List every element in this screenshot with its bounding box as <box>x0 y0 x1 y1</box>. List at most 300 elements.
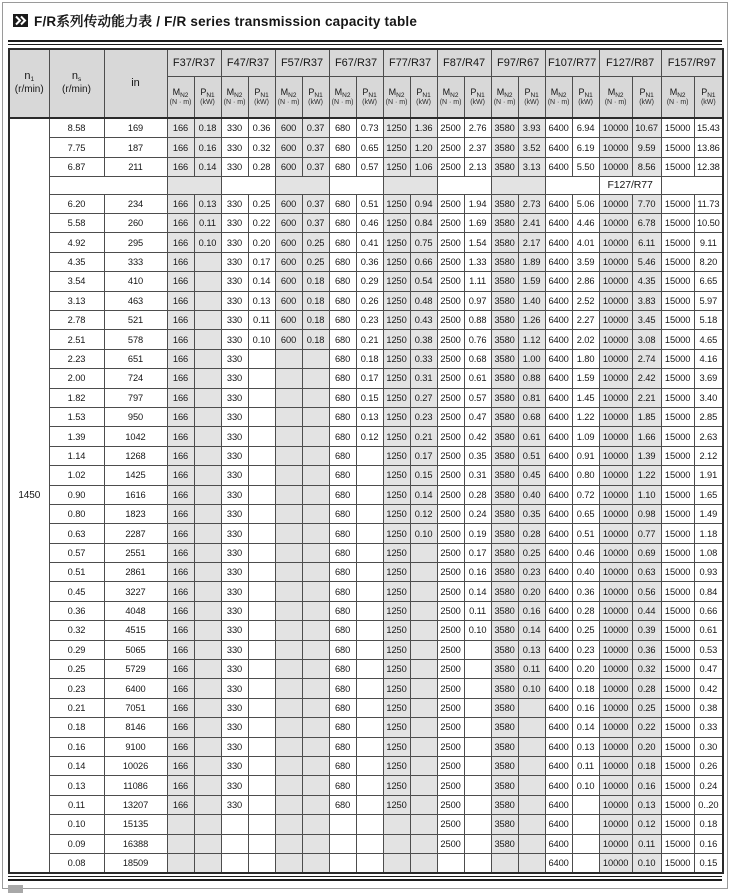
power-cell: 4.01 <box>572 233 599 252</box>
torque-cell: 2500 <box>437 524 464 543</box>
torque-cell: 166 <box>167 601 194 620</box>
power-cell <box>194 252 221 271</box>
torque-cell: 2500 <box>437 157 464 176</box>
torque-cell <box>275 407 302 426</box>
power-cell: 0.14 <box>464 582 491 601</box>
power-cell: 0.28 <box>248 157 275 176</box>
power-cell <box>194 737 221 756</box>
torque-cell: 3580 <box>491 834 518 853</box>
power-cell: 0.93 <box>694 563 723 582</box>
power-cell: 0.28 <box>518 524 545 543</box>
torque-cell: 10000 <box>599 252 632 271</box>
torque-cell: 3580 <box>491 757 518 776</box>
torque-cell <box>275 563 302 582</box>
power-cell: 10.50 <box>694 214 723 233</box>
in-cell: 463 <box>104 291 167 310</box>
power-cell <box>194 407 221 426</box>
torque-cell: 166 <box>167 737 194 756</box>
power-cell <box>194 679 221 698</box>
power-cell: 0.13 <box>632 795 661 814</box>
power-cell <box>464 737 491 756</box>
power-cell <box>464 660 491 679</box>
torque-cell: 330 <box>221 621 248 640</box>
torque-cell: 10000 <box>599 660 632 679</box>
torque-cell: 600 <box>275 157 302 176</box>
torque-cell: 3580 <box>491 330 518 349</box>
in-cell: 950 <box>104 407 167 426</box>
power-cell: 0.48 <box>410 291 437 310</box>
torque-cell: 3580 <box>491 776 518 795</box>
torque-cell: 10000 <box>599 853 632 873</box>
power-cell: 0.36 <box>632 640 661 659</box>
torque-cell <box>275 485 302 504</box>
power-cell: 0.46 <box>356 214 383 233</box>
torque-cell: 6400 <box>545 330 572 349</box>
power-cell: 0.10 <box>518 679 545 698</box>
ns-cell: 1.82 <box>49 388 104 407</box>
double-arrow-icon <box>13 14 28 27</box>
power-cell <box>464 795 491 814</box>
power-cell: 0.17 <box>464 543 491 562</box>
power-cell <box>518 853 545 873</box>
power-cell: 0.23 <box>356 311 383 330</box>
power-cell: 4.46 <box>572 214 599 233</box>
torque-cell: 10000 <box>599 776 632 795</box>
torque-cell: 680 <box>329 157 356 176</box>
power-cell <box>194 698 221 717</box>
torque-cell: 6400 <box>545 563 572 582</box>
power-cell <box>464 757 491 776</box>
torque-cell: 330 <box>221 369 248 388</box>
ns-cell: 1.02 <box>49 466 104 485</box>
ns-cell: 0.16 <box>49 737 104 756</box>
torque-cell: 15000 <box>661 388 694 407</box>
torque-cell <box>275 349 302 368</box>
bottom-divider <box>8 876 722 881</box>
torque-cell: 166 <box>167 388 194 407</box>
power-cell: 5.18 <box>694 311 723 330</box>
table-row <box>9 388 723 407</box>
torque-cell: 600 <box>275 252 302 271</box>
power-cell: 1.59 <box>518 272 545 291</box>
torque-cell <box>275 776 302 795</box>
power-cell: 2.74 <box>632 349 661 368</box>
torque-cell: 1250 <box>383 563 410 582</box>
torque-cell: 166 <box>167 757 194 776</box>
torque-cell: 680 <box>329 582 356 601</box>
ns-cell: 0.32 <box>49 621 104 640</box>
power-cell: 2.52 <box>572 291 599 310</box>
power-cell <box>410 563 437 582</box>
torque-cell: 1250 <box>383 427 410 446</box>
torque-cell: 15000 <box>661 737 694 756</box>
torque-cell: 600 <box>275 272 302 291</box>
power-cell <box>464 679 491 698</box>
power-cell <box>302 504 329 523</box>
torque-cell: 166 <box>167 679 194 698</box>
power-cell <box>572 853 599 873</box>
ns-cell: 2.00 <box>49 369 104 388</box>
power-cell <box>464 815 491 834</box>
power-cell: 6.65 <box>694 272 723 291</box>
power-cell <box>410 776 437 795</box>
torque-cell: 330 <box>221 446 248 465</box>
power-cell <box>248 446 275 465</box>
power-cell <box>194 543 221 562</box>
power-cell: 5.46 <box>632 252 661 271</box>
torque-cell: 6400 <box>545 718 572 737</box>
power-cell <box>518 834 545 853</box>
power-cell <box>356 466 383 485</box>
ns-cell: 8.58 <box>49 118 104 138</box>
group-header-f127-r87: F127/R87 <box>599 49 661 77</box>
torque-cell: 166 <box>167 776 194 795</box>
torque-cell: 3580 <box>491 349 518 368</box>
power-cell: 4.16 <box>694 349 723 368</box>
torque-cell: 3580 <box>491 815 518 834</box>
torque-cell: 2500 <box>437 737 464 756</box>
power-cell: 1.36 <box>410 118 437 138</box>
ns-cell: 6.87 <box>49 157 104 176</box>
power-header: $P_{N1}$ (kW) <box>248 77 275 119</box>
torque-cell: 6400 <box>545 369 572 388</box>
power-cell <box>356 757 383 776</box>
torque-cell <box>383 815 410 834</box>
torque-cell: 2500 <box>437 543 464 562</box>
torque-cell: 10000 <box>599 369 632 388</box>
ns-cell: 0.11 <box>49 795 104 814</box>
torque-cell: 15000 <box>661 582 694 601</box>
power-cell <box>302 427 329 446</box>
torque-cell: 2500 <box>437 272 464 291</box>
torque-cell: 3580 <box>491 582 518 601</box>
power-header: $P_{N1}$ (kW) <box>518 77 545 119</box>
ns-cell: 0.21 <box>49 698 104 717</box>
torque-cell: 6400 <box>545 543 572 562</box>
torque-cell: 2500 <box>437 291 464 310</box>
torque-cell: 330 <box>221 349 248 368</box>
power-cell <box>248 407 275 426</box>
torque-cell: 2500 <box>437 252 464 271</box>
table-row <box>9 214 723 233</box>
torque-cell: 3580 <box>491 252 518 271</box>
power-cell: 0.15 <box>694 853 723 873</box>
power-cell: 0.57 <box>464 388 491 407</box>
torque-cell: 1250 <box>383 485 410 504</box>
torque-cell <box>275 524 302 543</box>
in-cell: 187 <box>104 138 167 157</box>
power-cell <box>302 776 329 795</box>
ns-cell: 0.18 <box>49 718 104 737</box>
group-header-f87-r47: F87/R47 <box>437 49 491 77</box>
ratio-header: in <box>104 49 167 118</box>
in-cell: 724 <box>104 369 167 388</box>
torque-cell: 2500 <box>437 776 464 795</box>
header-group-row <box>9 49 723 77</box>
power-cell <box>410 718 437 737</box>
power-cell: 0.37 <box>302 157 329 176</box>
separator-lead-cell <box>49 177 167 195</box>
power-cell <box>302 737 329 756</box>
power-cell: 0.38 <box>694 698 723 717</box>
torque-cell <box>275 737 302 756</box>
power-cell: 0.11 <box>248 311 275 330</box>
torque-cell: 166 <box>167 485 194 504</box>
power-cell <box>302 853 329 873</box>
table-row <box>9 252 723 271</box>
power-cell: 1.85 <box>632 407 661 426</box>
power-cell: 0.15 <box>356 388 383 407</box>
power-cell: 2.85 <box>694 407 723 426</box>
power-cell: 4.65 <box>694 330 723 349</box>
torque-cell: 15000 <box>661 330 694 349</box>
ns-cell: 0.10 <box>49 815 104 834</box>
torque-cell: 1250 <box>383 601 410 620</box>
power-cell <box>248 388 275 407</box>
torque-cell: 2500 <box>437 466 464 485</box>
power-cell <box>302 795 329 814</box>
power-cell: 1.59 <box>572 369 599 388</box>
torque-cell: 330 <box>221 388 248 407</box>
torque-cell: 166 <box>167 138 194 157</box>
torque-cell: 330 <box>221 524 248 543</box>
in-cell: 10026 <box>104 757 167 776</box>
torque-cell <box>221 834 248 853</box>
power-cell: 8.20 <box>694 252 723 271</box>
torque-cell: 3580 <box>491 524 518 543</box>
torque-cell: 6400 <box>545 853 572 873</box>
power-cell: 0.16 <box>572 698 599 717</box>
power-cell: 3.52 <box>518 138 545 157</box>
in-cell: 651 <box>104 349 167 368</box>
torque-cell: 2500 <box>437 601 464 620</box>
torque-cell: 3580 <box>491 640 518 659</box>
torque-cell: 600 <box>275 233 302 252</box>
power-cell <box>302 485 329 504</box>
torque-cell: 166 <box>167 407 194 426</box>
torque-cell <box>275 388 302 407</box>
torque-cell <box>275 640 302 659</box>
torque-cell: 2500 <box>437 834 464 853</box>
torque-cell: 15000 <box>661 349 694 368</box>
power-cell <box>248 427 275 446</box>
in-cell: 521 <box>104 311 167 330</box>
power-cell <box>194 446 221 465</box>
power-cell: 0.80 <box>572 466 599 485</box>
power-cell: 0.22 <box>632 718 661 737</box>
power-cell: 0.73 <box>356 118 383 138</box>
torque-cell: 15000 <box>661 853 694 873</box>
torque-cell: 3580 <box>491 407 518 426</box>
power-cell: 0.69 <box>632 543 661 562</box>
torque-cell: 1250 <box>383 214 410 233</box>
in-cell: 5065 <box>104 640 167 659</box>
torque-cell: 2500 <box>437 407 464 426</box>
torque-cell: 15000 <box>661 834 694 853</box>
torque-cell: 15000 <box>661 524 694 543</box>
in-cell: 1823 <box>104 504 167 523</box>
power-cell: 0.97 <box>464 291 491 310</box>
torque-cell: 1250 <box>383 524 410 543</box>
power-cell: 0.10 <box>248 330 275 349</box>
torque-cell: 166 <box>167 660 194 679</box>
ns-cell: 0.63 <box>49 524 104 543</box>
torque-cell: 330 <box>221 795 248 814</box>
power-cell <box>248 679 275 698</box>
torque-cell: 166 <box>167 369 194 388</box>
torque-cell: 15000 <box>661 233 694 252</box>
torque-cell: 166 <box>167 157 194 176</box>
torque-cell: 166 <box>167 563 194 582</box>
ns-cell: 0.23 <box>49 679 104 698</box>
torque-cell: 10000 <box>599 679 632 698</box>
torque-cell <box>329 834 356 853</box>
power-cell <box>194 427 221 446</box>
torque-cell: 1250 <box>383 233 410 252</box>
ns-cell: 0.29 <box>49 640 104 659</box>
power-cell <box>302 466 329 485</box>
torque-cell: 1250 <box>383 369 410 388</box>
power-cell: 0.75 <box>410 233 437 252</box>
torque-cell: 680 <box>329 252 356 271</box>
power-cell <box>194 291 221 310</box>
torque-cell: 10000 <box>599 757 632 776</box>
in-cell: 8146 <box>104 718 167 737</box>
torque-cell: 330 <box>221 466 248 485</box>
torque-cell: 680 <box>329 330 356 349</box>
torque-cell: 15000 <box>661 504 694 523</box>
torque-cell: 6400 <box>545 311 572 330</box>
power-cell: 0.24 <box>694 776 723 795</box>
torque-cell: 10000 <box>599 718 632 737</box>
power-cell: 10.67 <box>632 118 661 138</box>
power-cell <box>302 543 329 562</box>
torque-cell <box>275 679 302 698</box>
torque-cell: 15000 <box>661 660 694 679</box>
torque-cell: 680 <box>329 601 356 620</box>
table-row <box>9 853 723 873</box>
power-cell <box>356 640 383 659</box>
power-cell: 0.84 <box>694 582 723 601</box>
torque-cell: 3580 <box>491 427 518 446</box>
power-cell <box>356 485 383 504</box>
power-cell <box>248 601 275 620</box>
power-cell: 0.28 <box>464 485 491 504</box>
ns-cell: 0.80 <box>49 504 104 523</box>
power-cell: 2.02 <box>572 330 599 349</box>
power-cell: 0.37 <box>302 194 329 213</box>
torque-cell: 3580 <box>491 272 518 291</box>
power-cell <box>356 563 383 582</box>
power-cell: 0.36 <box>356 252 383 271</box>
table-row <box>9 311 723 330</box>
power-cell <box>410 757 437 776</box>
torque-cell: 680 <box>329 349 356 368</box>
torque-header: $M_{N2}$ (N · m) <box>437 77 464 119</box>
torque-cell: 3580 <box>491 485 518 504</box>
torque-cell: 6400 <box>545 138 572 157</box>
torque-cell: 680 <box>329 194 356 213</box>
torque-cell: 15000 <box>661 776 694 795</box>
torque-cell: 15000 <box>661 640 694 659</box>
power-cell: 0.14 <box>194 157 221 176</box>
power-cell: 1.39 <box>632 446 661 465</box>
power-cell: 0.31 <box>464 466 491 485</box>
power-header: $P_{N1}$ (kW) <box>694 77 723 119</box>
torque-cell: 10000 <box>599 272 632 291</box>
torque-cell: 2500 <box>437 369 464 388</box>
torque-cell: 15000 <box>661 427 694 446</box>
power-cell: 1.00 <box>518 349 545 368</box>
torque-cell: 680 <box>329 369 356 388</box>
torque-cell: 3580 <box>491 388 518 407</box>
power-cell: 0.47 <box>694 660 723 679</box>
power-cell <box>248 524 275 543</box>
torque-cell: 166 <box>167 330 194 349</box>
torque-cell <box>275 427 302 446</box>
power-cell: 0.10 <box>464 621 491 640</box>
torque-cell: 600 <box>275 311 302 330</box>
power-cell <box>410 660 437 679</box>
power-cell: 0.91 <box>572 446 599 465</box>
table-row <box>9 834 723 853</box>
power-cell: 0.41 <box>356 233 383 252</box>
table-row <box>9 504 723 523</box>
in-cell: 2551 <box>104 543 167 562</box>
separator-cell <box>491 177 545 195</box>
torque-cell: 3580 <box>491 466 518 485</box>
table-row <box>9 291 723 310</box>
torque-cell: 166 <box>167 427 194 446</box>
power-cell: 0.14 <box>518 621 545 640</box>
power-cell <box>302 349 329 368</box>
power-cell <box>356 660 383 679</box>
torque-cell <box>275 543 302 562</box>
page-title-text: F/R系列传动能力表 / F/R series transmission capacity table <box>34 14 418 29</box>
torque-header: $M_{N2}$ (N · m) <box>599 77 632 119</box>
torque-cell <box>383 834 410 853</box>
power-cell: 0.13 <box>572 737 599 756</box>
ns-cell: 0.51 <box>49 563 104 582</box>
torque-cell: 3580 <box>491 118 518 138</box>
power-cell <box>248 718 275 737</box>
torque-cell: 15000 <box>661 118 694 138</box>
torque-cell: 2500 <box>437 446 464 465</box>
torque-cell: 10000 <box>599 194 632 213</box>
power-cell <box>518 718 545 737</box>
power-cell: 0.33 <box>410 349 437 368</box>
power-cell <box>302 815 329 834</box>
torque-cell: 6400 <box>545 640 572 659</box>
power-cell: 2.76 <box>464 118 491 138</box>
torque-cell: 3580 <box>491 679 518 698</box>
table-row <box>9 157 723 176</box>
power-cell: 0.88 <box>464 311 491 330</box>
table-row <box>9 427 723 446</box>
torque-cell: 6400 <box>545 349 572 368</box>
power-cell <box>572 815 599 834</box>
power-cell <box>194 718 221 737</box>
torque-cell: 3580 <box>491 563 518 582</box>
power-cell: 0.30 <box>694 737 723 756</box>
in-cell: 797 <box>104 388 167 407</box>
power-cell: 2.13 <box>464 157 491 176</box>
power-cell: 0.47 <box>464 407 491 426</box>
power-cell: 0.37 <box>302 138 329 157</box>
power-cell <box>194 815 221 834</box>
torque-cell: 3580 <box>491 194 518 213</box>
power-cell: 0.22 <box>248 214 275 233</box>
